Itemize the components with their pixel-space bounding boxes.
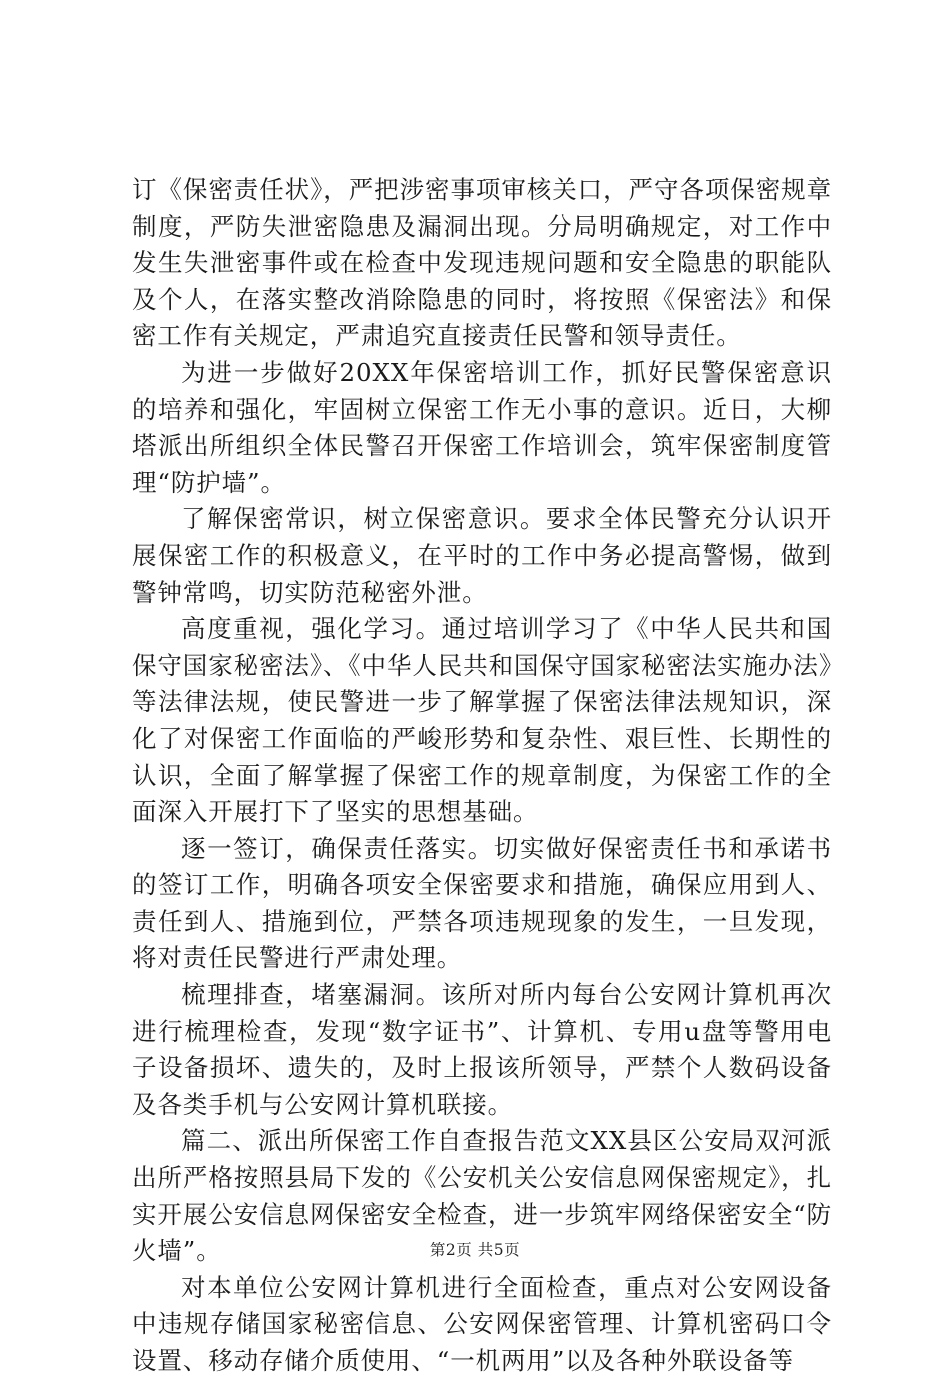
paragraph-6: 梳理排查，堵塞漏洞。该所对所内每台公安网计算机再次进行梳理检查，发现“数字证书”、计算机、专用u盘等警用电子设备损坏、遗失的，及时上报该所领导，严禁个人数码设备及各类手机与公安网计算机联接。 [132,980,832,1119]
paragraph-3: 了解保密常识，树立保密意识。要求全体民警充分认识开展保密工作的积极意义，在平时的工作中务必提高警惕，做到警钟常鸣，切实防范秘密外泄。 [132,504,832,607]
page-number-label: 第2页 共5页 [429,1241,521,1259]
paragraph-5: 逐一签订，确保责任落实。切实做好保密责任书和承诺书的签订工作，明确各项安全保密要求和措施，确保应用到人、责任到人、措施到位，严禁各项违规现象的发生，一旦发现，将对责任民警进行严肃处理。 [132,833,832,973]
paragraph-8: 对本单位公安网计算机进行全面检查，重点对公安网设备中违规存储国家秘密信息、公安网保密管理、计算机密码口令设置、移动存储介质使用、“一机两用”以及各种外联设备等 [132,1272,832,1375]
page-footer [0,1240,950,1260]
paragraph-2: 为进一步做好20XX年保密培训工作，抓好民警保密意识的培养和强化，牢固树立保密工作无小事的意识。近日，大柳塔派出所组织全体民警召开保密工作培训会，筑牢保密制度管理“防护墙”。 [132,357,832,497]
document-body [132,172,832,1380]
paragraph-7: 篇二、派出所保密工作自查报告范文XX县区公安局双河派出所严格按照县局下发的《公安机关公安信息网保密规定》，扎实开展公安信息网保密安全检查，进一步筑牢网络保密安全“防火墙”。 [132,1126,832,1266]
paragraph-1: 订《保密责任状》，严把涉密事项审核关口，严守各项保密规章制度，严防失泄密隐患及漏洞出现。分局明确规定，对工作中发生失泄密事件或在检查中发现违规问题和安全隐患的职能队及个人，在落实整改消除隐患的同时，将按照《保密法》和保密工作有关规定，严肃追究直接责任民警和领导责任。 [132,175,832,351]
paragraph-4: 高度重视，强化学习。通过培训学习了《中华人民共和国保守国家秘密法》、《中华人民共和国保守国家秘密法实施办法》等法律法规，使民警进一步了解掌握了保密法律法规知识，深化了对保密工作面临的严峻形势和复杂性、艰巨性、长期性的认识，全面了解掌握了保密工作的规章制度，为保密工作的全面深入开展打下了坚实的思想基础。 [132,614,832,827]
